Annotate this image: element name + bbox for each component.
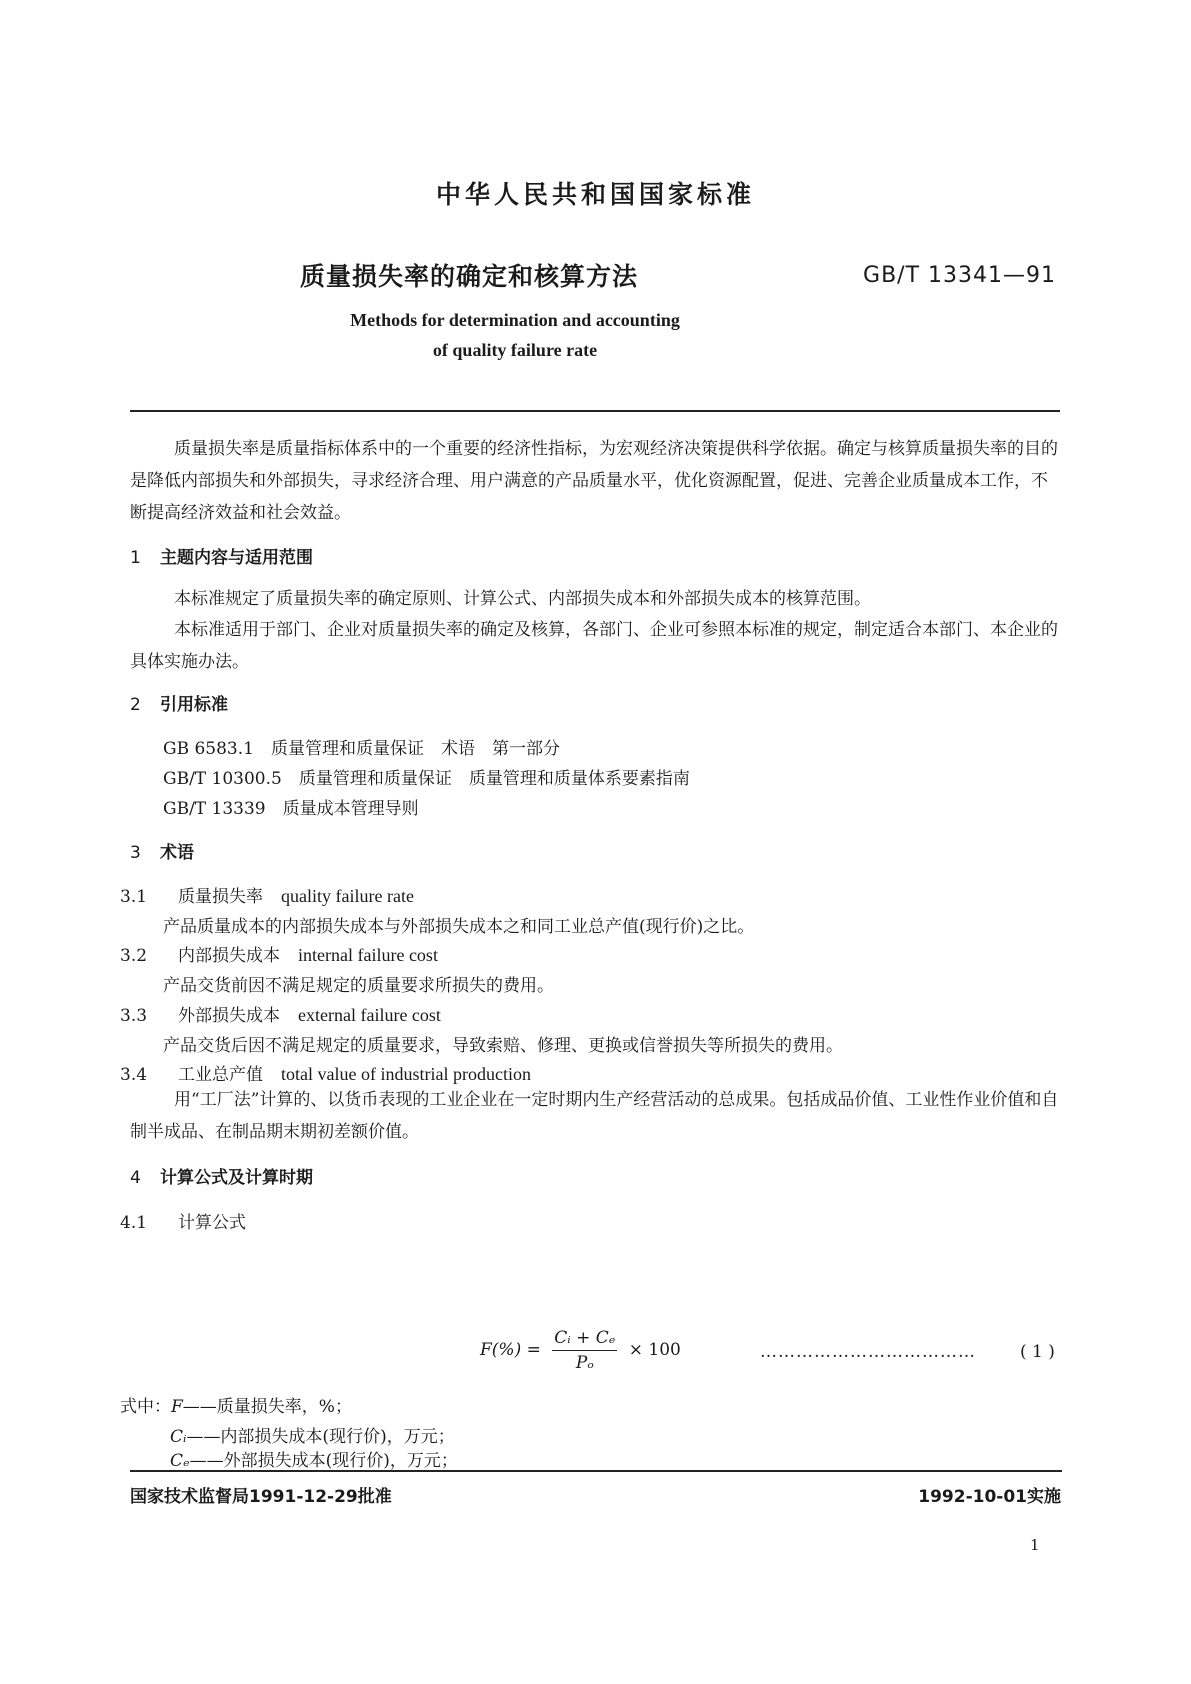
term-3-1: [120, 882, 414, 907]
term-number: 3.4: [120, 1065, 148, 1085]
section-3-heading: [130, 838, 194, 863]
subsection-title: 计算公式: [178, 1213, 246, 1233]
standard-title-en-line1: Methods for determination and accounting: [350, 310, 680, 330]
where-description: ——外部损失成本(现行价)，万元；: [189, 1451, 458, 1471]
term-cn: 工业总产值: [178, 1065, 263, 1085]
section-1-para-1: 本标准规定了质量损失率的确定原则、计算公式、内部损失成本和外部损失成本的核算范围。: [174, 589, 871, 609]
section-number: 4: [130, 1168, 141, 1188]
where-item-Ce: [170, 1446, 458, 1471]
standard-number: GB/T 13341—91: [863, 263, 1056, 288]
term-en: quality failure rate: [281, 886, 414, 906]
standard-title-en-line2: of quality failure rate: [432, 340, 598, 360]
term-en: total value of industrial production: [281, 1064, 531, 1084]
section-1-para-2: 本标准适用于部门、企业对质量损失率的确定及核算，各部门、企业可参照本标准的规定，制定适合本部门、本企业的具体实施办法。: [130, 620, 1058, 672]
term-cn: 质量损失率: [178, 887, 263, 907]
formula-1: [480, 1328, 681, 1373]
term-definition: 产品交货前因不满足规定的质量要求所损失的费用。: [163, 976, 554, 996]
intro-paragraph: 质量损失率是质量指标体系中的一个重要的经济性指标，为宏观经济决策提供科学依据。确定与核算质量损失率的目的是降低内部损失和外部损失，寻求经济合理、用户满意的产品质量水平，优化资源配置，促进、完善企业质量成本工作，不断提高经济效益和社会效益。: [130, 439, 1058, 523]
section-title: 引用标准: [160, 695, 228, 715]
formula-lhs: F(%) =: [480, 1340, 541, 1360]
reference-item: GB/T 10300.5 质量管理和质量保证 质量管理和质量体系要素指南: [163, 769, 690, 789]
section-number: 3: [130, 843, 141, 863]
formula-denominator: Pₒ: [575, 1353, 594, 1373]
term-cn: 外部损失成本: [178, 1006, 280, 1026]
where-prefix: 式中：: [120, 1397, 171, 1417]
term-en: external failure cost: [298, 1005, 441, 1025]
formula-leader-dots: ………………………………: [760, 1342, 976, 1362]
section-title: 计算公式及计算时期: [160, 1168, 313, 1188]
section-4-heading: [130, 1163, 313, 1188]
equation-number: ( 1 ): [1020, 1342, 1055, 1362]
section-number: 2: [130, 695, 141, 715]
reference-item: GB/T 13339 质量成本管理导则: [163, 799, 419, 819]
term-en: internal failure cost: [298, 945, 438, 965]
reference-item: GB 6583.1 质量管理和质量保证 术语 第一部分: [163, 739, 560, 759]
standard-title-cn: 质量损失率的确定和核算方法: [300, 262, 639, 291]
subsection-4-1-heading: [120, 1208, 246, 1233]
approval-date: 国家技术监督局1991-12-29批准: [130, 1487, 392, 1507]
subsection-number: 4.1: [120, 1213, 148, 1233]
where-description: ——质量损失率，%；: [182, 1397, 352, 1417]
section-1-heading: [130, 543, 313, 568]
term-number: 3.3: [120, 1006, 148, 1026]
footer-divider: [130, 1470, 1062, 1472]
where-description: ——内部损失成本(现行价)，万元；: [186, 1427, 455, 1447]
term-3-2: [120, 941, 438, 966]
formula-rhs: × 100: [628, 1340, 681, 1360]
term-3-3: [120, 1001, 441, 1026]
term-3-4: [120, 1060, 531, 1085]
section-title: 主题内容与适用范围: [160, 548, 313, 568]
section-title: 术语: [160, 843, 194, 863]
section-2-heading: [130, 690, 228, 715]
effective-date: 1992-10-01实施: [918, 1487, 1061, 1507]
header-divider: [130, 410, 1060, 412]
term-definition: 产品质量成本的内部损失成本与外部损失成本之和同工业总产值(现行价)之比。: [163, 917, 755, 937]
formula-fraction: [552, 1328, 617, 1373]
term-number: 3.2: [120, 946, 148, 966]
page-number: 1: [1030, 1536, 1040, 1554]
issuing-body-title: 中华人民共和国国家标准: [435, 180, 755, 209]
where-symbol: Cᵢ: [170, 1427, 187, 1447]
where-symbol: Cₑ: [170, 1451, 190, 1471]
term-cn: 内部损失成本: [178, 946, 280, 966]
term-definition: 用“工厂法”计算的、以货币表现的工业企业在一定时期内生产经营活动的总成果。包括成品价值、工业性作业价值和自制半成品、在制品期末期初差额价值。: [130, 1090, 1059, 1142]
term-number: 3.1: [120, 887, 148, 907]
where-item-F: [120, 1392, 352, 1417]
formula-numerator: Cᵢ + Cₑ: [552, 1328, 617, 1351]
term-definition: 产品交货后因不满足规定的质量要求，导致索赔、修理、更换或信誉损失等所损失的费用。: [163, 1036, 843, 1056]
where-symbol: F: [171, 1397, 183, 1417]
where-item-Ci: [170, 1422, 455, 1447]
section-number: 1: [130, 548, 141, 568]
